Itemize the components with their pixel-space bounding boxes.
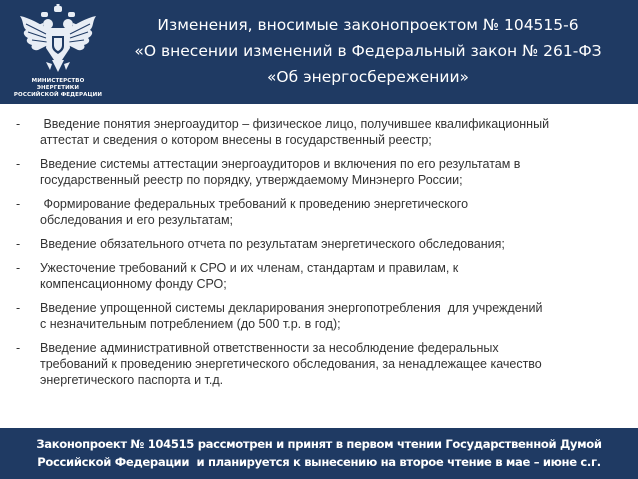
footer-line2: Российской Федерации и планируется к вынесению на второе чтение в мае – июне с.г.: [37, 455, 601, 469]
logo-caption-line1: МИНИСТЕРСТВО ЭНЕРГЕТИКИ: [31, 78, 85, 91]
bullet-marker: -: [16, 157, 21, 171]
ministry-logo: [10, 4, 106, 100]
changes-list: [16, 116, 620, 396]
list-item: [16, 156, 620, 188]
item-text-line: Введение упрощенной системы декларирования энергопотребления для учреждений: [40, 301, 543, 315]
bullet-marker: -: [16, 197, 21, 211]
list-item: [16, 236, 620, 252]
list-item: [16, 260, 620, 292]
title-line1: Изменения, вносимые законопроектом № 104515-6: [157, 16, 579, 34]
item-text-line: Введение административной ответственности за несоблюдение федеральных: [40, 341, 499, 355]
footer-line1: Законопроект № 104515 рассмотрен и принят в первом чтении Государственной Думой: [36, 437, 602, 451]
title-line2: «О внесении изменений в Федеральный закон № 261-ФЗ: [134, 42, 602, 60]
logo-caption: [10, 78, 106, 99]
list-item: [16, 340, 620, 388]
item-text-line: Формирование федеральных требований к проведению энергетического: [40, 197, 469, 211]
bullet-marker: -: [16, 117, 21, 131]
page-title: [108, 12, 628, 90]
footer-banner: [0, 428, 638, 479]
bullet-marker: -: [16, 261, 21, 275]
list-item: [16, 300, 620, 332]
item-text-line: Введение системы аттестации энергоаудиторов и включения по его результатам в: [40, 157, 521, 171]
item-text-line: Введение обязательного отчета по результатам энергетического обследования;: [40, 237, 505, 251]
bullet-marker: -: [16, 341, 21, 355]
item-text-line: Введение понятия энергоаудитор – физическое лицо, получившее квалификационный: [40, 117, 550, 131]
item-text-line: требований к проведению энергетического обследования, за ненадлежащее качество: [40, 357, 542, 371]
item-text-line: аттестат и сведения о котором внесены в государственный реестр;: [40, 133, 432, 147]
eagle-emblem-icon: [10, 4, 106, 78]
header-banner: [0, 0, 638, 104]
item-text-line: государственный реестр по порядку, утверждаемому Минэнерго России;: [40, 173, 463, 187]
list-item: [16, 116, 620, 148]
item-text-line: Ужесточение требований к СРО и их членам, стандартам и правилам, к: [40, 261, 459, 275]
item-text-line: с незначительным потреблением (до 500 т.р. в год);: [40, 317, 341, 331]
logo-caption-line2: РОССИЙСКОЙ ФЕДЕРАЦИИ: [13, 92, 103, 98]
item-text-line: энергетического паспорта и т.д.: [40, 373, 224, 387]
list-item: [16, 196, 620, 228]
bullet-marker: -: [16, 301, 21, 315]
bullet-marker: -: [16, 237, 21, 251]
item-text-line: обследования и его результатам;: [40, 213, 234, 227]
title-line3: «Об энергосбережении»: [266, 68, 470, 86]
item-text-line: компенсационному фонду СРО;: [40, 277, 227, 291]
